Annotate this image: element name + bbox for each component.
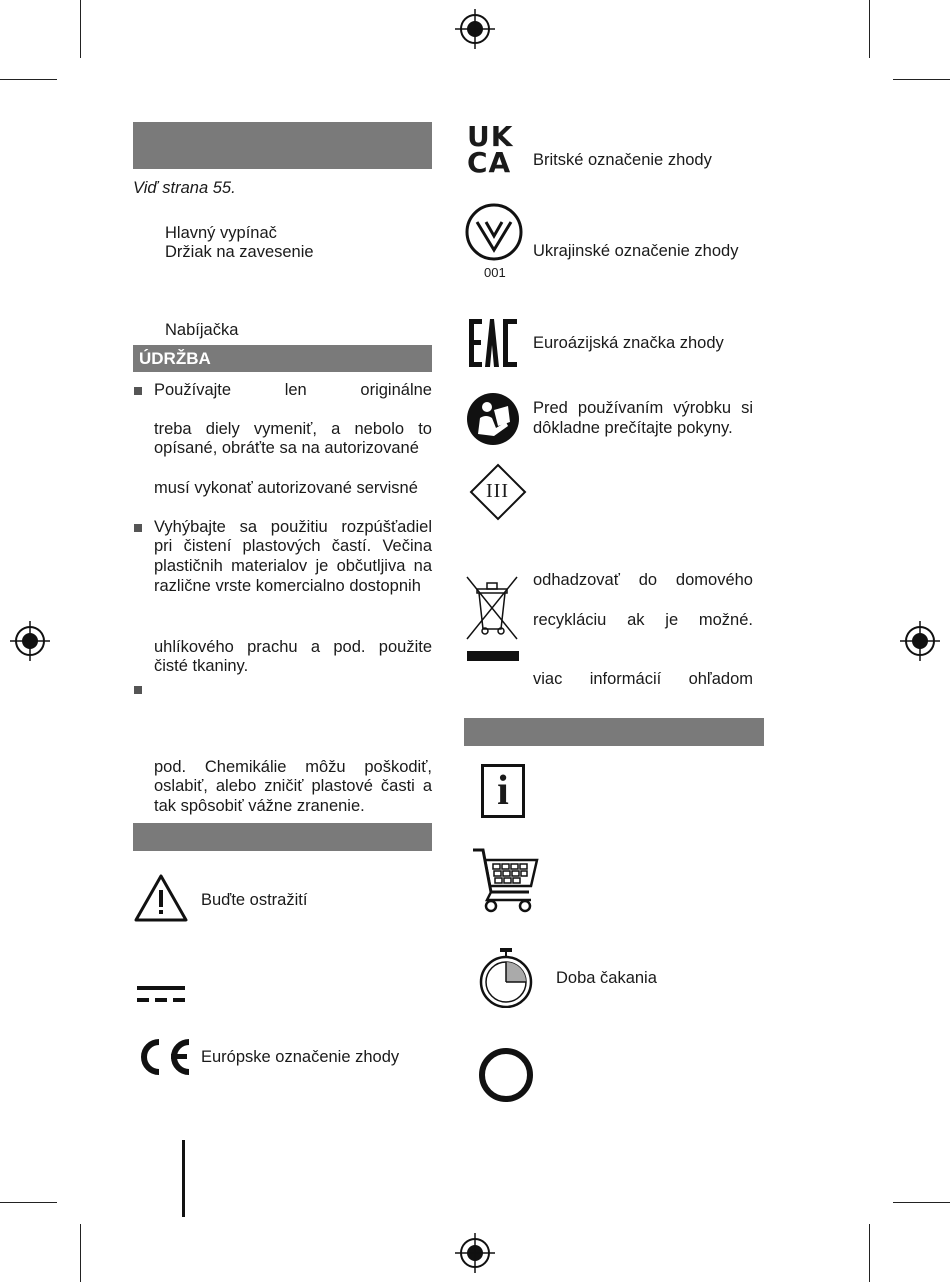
ukrainian-conformity-icon [464,202,524,262]
bullet1-word: originálne [360,381,432,399]
bullet2-line3: plastičnih materialov je občutljiva na [154,557,432,575]
weee-word: odhadzovať [533,571,620,589]
ukca-label: Britské označenie zhody [533,151,712,169]
weee-word: informácií [589,670,662,688]
crop-mark [869,0,870,58]
weee-bin-icon [463,575,521,663]
bullet3-line1: pod. Chemikálie môžu poškodiť, [154,758,432,776]
bullet1-line3: opísané, obráťte sa na autorizované [154,439,419,457]
shopping-cart-icon [471,846,541,914]
registration-mark-icon [455,1233,495,1273]
bullet2-line1: Vyhýbajte sa použitiu rozpúšťadiel [154,518,432,536]
bullet1-line1 [154,381,432,400]
crop-mark [0,79,57,80]
weee-word: recykláciu [533,611,607,629]
manual-line2: dôkladne prečítajte pokyny. [533,419,733,437]
part-item-charger: Nabíjačka [165,321,239,339]
registration-mark-icon [10,621,50,661]
weee-word: viac [533,670,563,688]
crop-mark [893,1202,950,1203]
crop-mark [80,1224,81,1282]
bullet-icon [134,686,142,694]
ukca-mark-text: UK CA [467,120,514,179]
weee-word: možné. [698,611,753,629]
crop-mark [80,0,81,58]
read-manual-icon [466,392,520,446]
weee-word: do [638,571,658,589]
bullet-icon [134,387,142,395]
ce-mark-icon [133,1036,193,1078]
info-icon [481,764,525,818]
weee-word: ohľadom [688,670,753,688]
registration-mark-icon [900,621,940,661]
page-reference: Viď strana 55. [133,179,236,197]
ukca-mark-icon [467,120,521,179]
eac-label: Euroázijská značka zhody [533,334,724,352]
direct-current-icon [137,984,187,1006]
maintenance-heading-bar [133,345,432,372]
bullet3-line2: oslabiť, alebo zničiť plastové časti a [154,777,432,795]
weee-line1 [533,571,753,590]
ce-label: Európske označenie zhody [201,1048,400,1066]
eac-mark-icon [467,317,519,369]
info-glyph: i [497,768,509,814]
ua-code: 001 [484,265,506,280]
weee-word: ak [627,611,645,629]
bullet2-line2: pri čistení plastových častí. Večina [154,537,432,555]
bullet3-line3: tak spôsobiť vážne zranenie. [154,797,365,815]
crop-mark [869,1224,870,1282]
weee-line3 [533,670,753,689]
warning-triangle-icon [134,873,188,923]
bullet-icon [134,524,142,532]
waiting-label: Doba čakania [556,969,657,987]
maintenance-heading: ÚDRŽBA [139,349,211,368]
section-header-bar [133,122,432,169]
symbols-header-bar [133,823,432,851]
manual-line1: Pred používaním výrobku si [533,399,753,417]
bullet1-line4: musí vykonať autorizované servisné [154,479,418,497]
bullet1-line2: treba diely vymeniť, a nebolo to [154,420,432,438]
bullet1-word: Používajte [154,381,232,399]
crop-mark [0,1202,57,1203]
bullet2-line6: čisté tkaniny. [154,657,249,675]
bullet2-line5: uhlíkového prachu a pod. použite [154,638,432,656]
ring-icon [477,1046,535,1104]
right-section-header-bar [464,718,764,746]
class-iii-text: III [486,480,509,502]
part-item-main-switch: Hlavný vypínač [165,224,277,242]
bullet2-line4: različne vrste komercialno dostopnih [154,577,421,595]
bullet1-word: len [284,381,307,399]
stopwatch-icon [476,946,536,1008]
weee-line2 [533,611,753,630]
ua-label: Ukrajinské označenie zhody [533,242,739,260]
registration-mark-icon [455,9,495,49]
page-edge-line [182,1140,185,1217]
crop-mark [893,79,950,80]
caution-label: Buďte ostražití [201,891,308,909]
part-item-hanger: Držiak na zavesenie [165,243,314,261]
weee-word: je [665,611,679,629]
weee-word: domového [675,571,753,589]
